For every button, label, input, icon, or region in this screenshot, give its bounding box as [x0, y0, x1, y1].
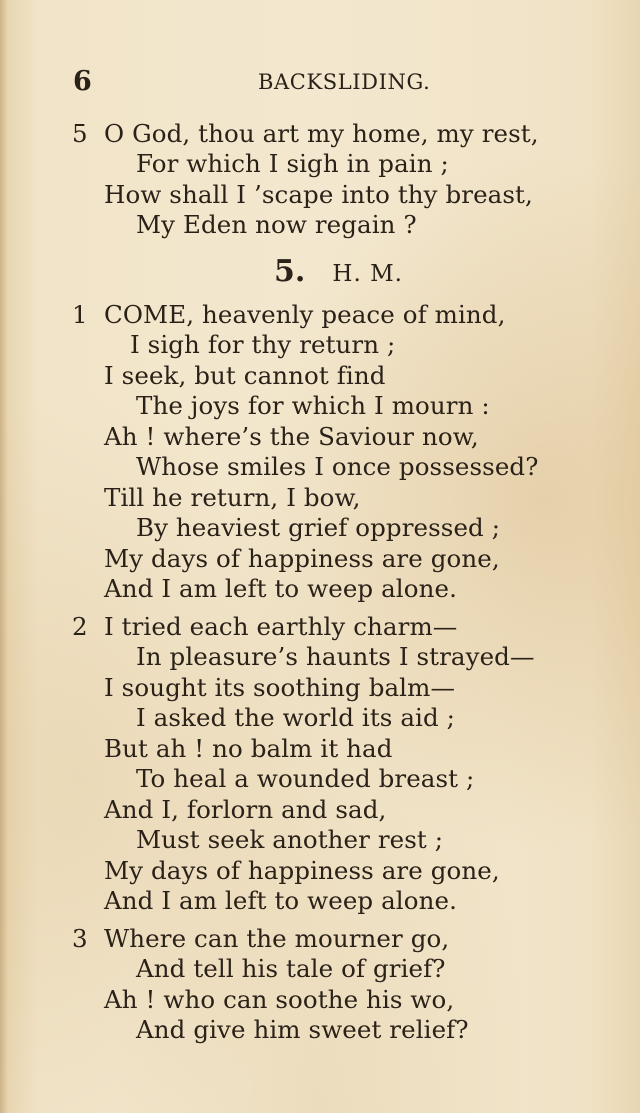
verse-line: By heaviest grief oppressed ;	[136, 513, 501, 542]
verse-line: Where can the mourner go,	[104, 924, 450, 953]
running-head: BACKSLIDING.	[258, 70, 431, 94]
page-edge-shadow	[0, 0, 8, 1113]
verse-line: Ah ! where’s the Saviour now,	[104, 422, 479, 451]
verse-line: I sigh for thy return ;	[130, 330, 396, 359]
verse-line: For which I sigh in pain ;	[136, 149, 449, 178]
verse-number: 3	[72, 924, 88, 953]
verse-line: My days of happiness are gone,	[104, 544, 500, 573]
verse-line: How shall I ’scape into thy breast,	[104, 180, 533, 209]
verse-line: My Eden now regain ?	[136, 210, 417, 239]
hymn-meter: H. M.	[332, 261, 403, 287]
verse-line: Must seek another rest ;	[136, 825, 444, 854]
verse-line: And tell his tale of grief?	[136, 954, 446, 983]
verse-number: 1	[72, 300, 88, 329]
verse-line: I seek, but cannot find	[104, 361, 386, 390]
page-number: 6	[73, 66, 92, 97]
verse-line: To heal a wounded breast ;	[136, 764, 475, 793]
verse-line: I asked the world its aid ;	[136, 703, 456, 732]
verse-line: And I am left to weep alone.	[104, 574, 457, 603]
hymn-number: 5.	[274, 254, 306, 289]
verse-number: 2	[72, 612, 88, 641]
page-header	[0, 62, 640, 102]
hymn-heading	[274, 252, 403, 292]
verse-line: I sought its soothing balm—	[104, 673, 456, 702]
verse-line: The joys for which I mourn :	[136, 391, 490, 420]
verse-line: I tried each earthly charm—	[104, 612, 458, 641]
verse-line: And I am left to weep alone.	[104, 886, 457, 915]
verse-line: But ah ! no balm it had	[104, 734, 393, 763]
verse-line: COME, heavenly peace of mind,	[104, 300, 506, 329]
verse-line: Whose smiles I once possessed?	[136, 452, 539, 481]
verse-number: 5	[72, 119, 88, 148]
verse-line: O God, thou art my home, my rest,	[104, 119, 539, 148]
verse-line: And I, forlorn and sad,	[104, 795, 387, 824]
verse-line: In pleasure’s haunts I strayed—	[136, 642, 535, 671]
verse-line: And give him sweet relief?	[136, 1015, 469, 1044]
verse-line: Ah ! who can soothe his wo,	[104, 985, 455, 1014]
verse-line: Till he return, I bow,	[104, 483, 361, 512]
verse-line: My days of happiness are gone,	[104, 856, 500, 885]
